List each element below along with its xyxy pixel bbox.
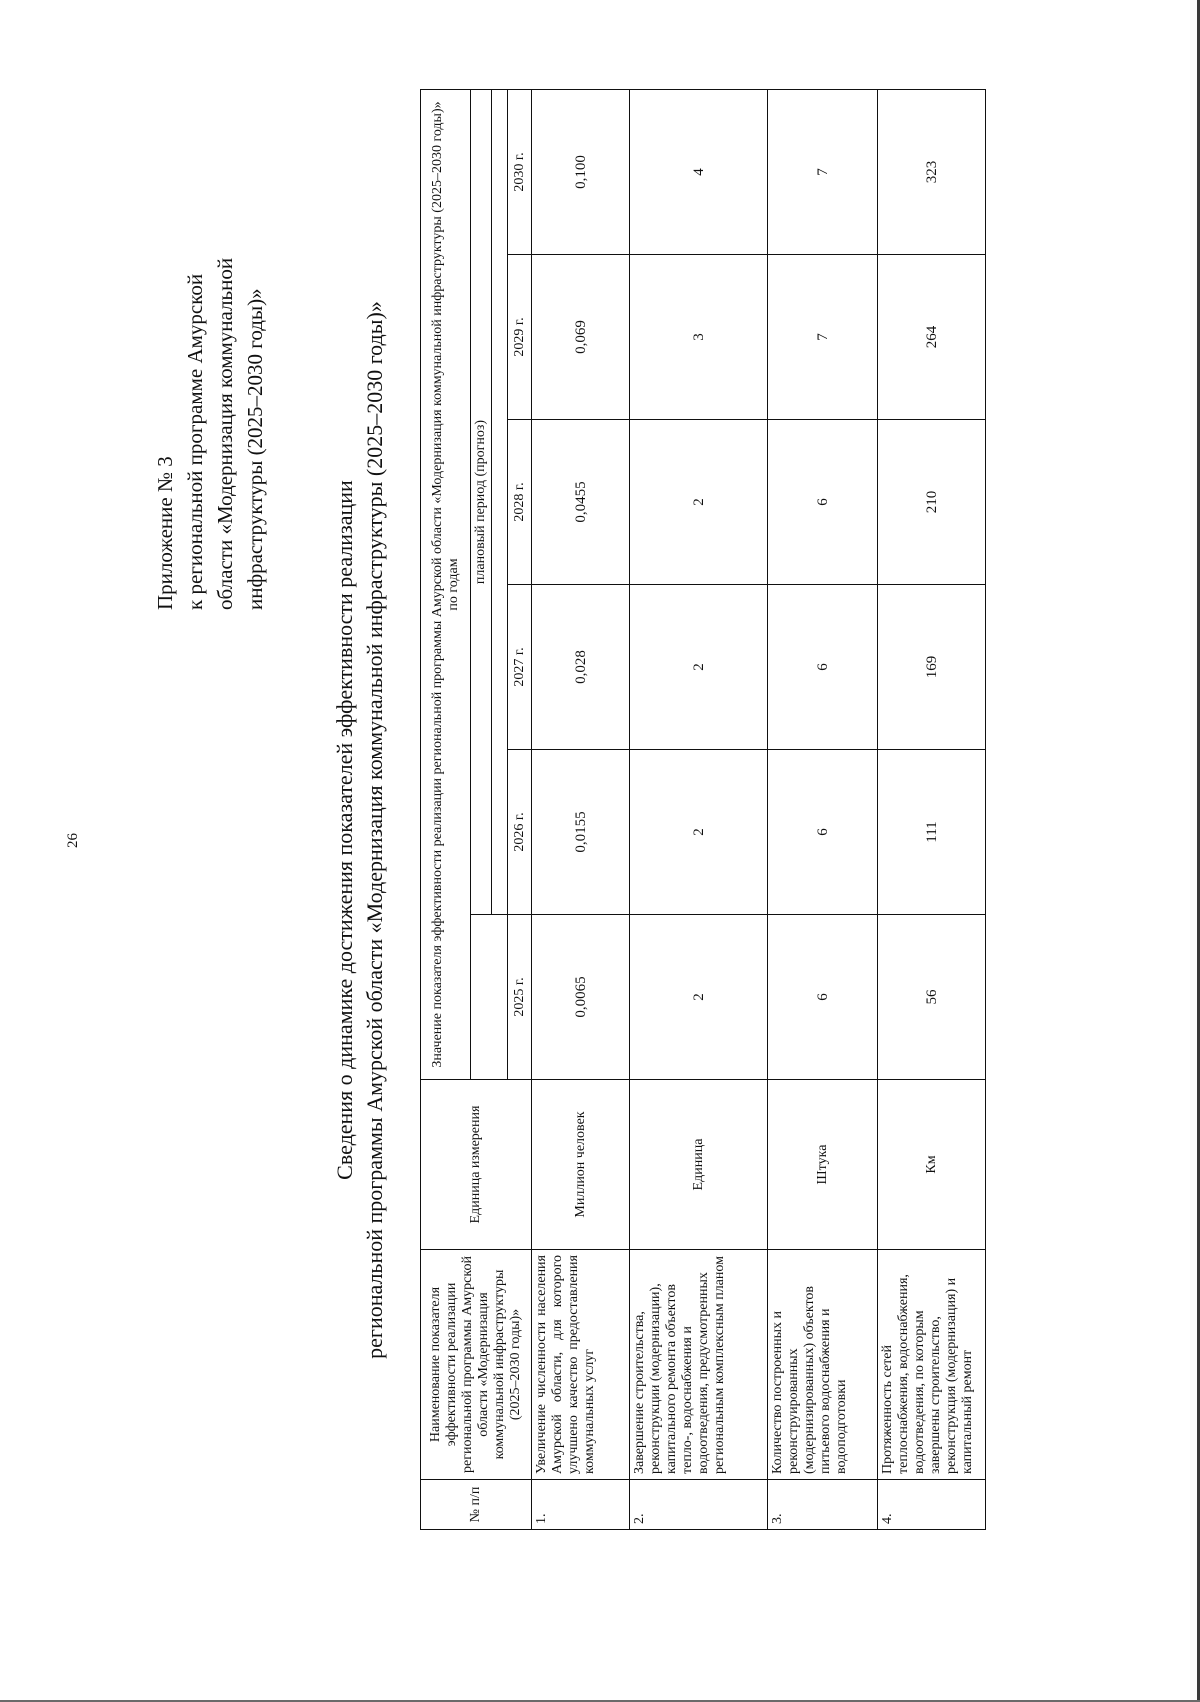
header-unit: Единица измерения (421, 1080, 532, 1250)
row-value: 264 (878, 255, 986, 420)
row-value: 2 (630, 420, 768, 585)
row-value: 2 (630, 915, 768, 1080)
row-value: 0,028 (532, 585, 630, 750)
row-value: 3 (630, 255, 768, 420)
appendix-line-3: области «Модернизация коммунальной (213, 257, 237, 610)
row-value: 2 (630, 585, 768, 750)
appendix-line-4: инфраструктуры (2025–2030 годы)» (243, 288, 267, 610)
row-value: 323 (878, 90, 986, 255)
row-value: 0,0155 (532, 750, 630, 915)
title-line-1: Сведения о динамике достижения показателей эффективности реализации (332, 480, 357, 1180)
row-number: 3. (768, 1480, 878, 1530)
row-unit: Штука (768, 1080, 878, 1250)
row-indicator: Количество построенных и реконструированных (модернизированных) объектов питьевого водоснабжения и водоподготовки (768, 1250, 878, 1480)
indicators-table (420, 89, 986, 1530)
row-indicator: Протяженность сетей теплоснабжения, водоснабжения, водоотведения, по которым завершены строительство, реконструкция (модернизация) и капитальный ремонт (878, 1250, 986, 1480)
row-value: 210 (878, 420, 986, 585)
header-values: Значение показателя эффективности реализации региональной программы Амурской области «Модернизация коммунальной инфраструктуры (2025–2030 годы)» по годам (421, 90, 471, 1080)
row-indicator: Завершение строительства, реконструкции (модернизации), капитального ремонта объектов тепло-, водоснабжения и водоотведения, предусмотренных региональным комплексным планом (630, 1250, 768, 1480)
row-value: 6 (768, 915, 878, 1080)
row-value: 7 (768, 255, 878, 420)
row-number: 4. (878, 1480, 986, 1530)
table-row (630, 90, 768, 1530)
header-indicator: Наименование показателя эффективности реализации региональной программы Амурской области «Модернизация коммунальной инфраструктуры (2025–2030 годы)» (421, 1250, 532, 1480)
row-value: 7 (768, 90, 878, 255)
row-indicator: Увеличение численности населения Амурской области, для которого улучшено качество предоставления коммунальных услуг (532, 1250, 630, 1480)
page-number: 26 (65, 833, 81, 848)
appendix-block (150, 70, 270, 610)
row-unit: Км (878, 1080, 986, 1250)
row-value: 0,069 (532, 255, 630, 420)
table-row (878, 90, 986, 1530)
header-year-2025: 2025 г. (508, 915, 532, 1080)
header-year-2028: 2028 г. (508, 420, 532, 585)
appendix-line-1: Приложение № 3 (153, 456, 177, 610)
table-row (768, 90, 878, 1530)
title-line-2: региональной программы Амурской области «Модернизация коммунальной инфраструктуры (2025–2030 годы)» (362, 301, 387, 1359)
header-year-2026: 2026 г. (508, 750, 532, 915)
row-value: 0,0065 (532, 915, 630, 1080)
header-year-2030: 2030 г. (508, 90, 532, 255)
document-title (330, 90, 390, 1570)
row-unit: Единица (630, 1080, 768, 1250)
header-blank-row (492, 90, 508, 915)
row-unit: Миллион человек (532, 1080, 630, 1250)
row-value: 0,0455 (532, 420, 630, 585)
row-number: 2. (630, 1480, 768, 1530)
row-value: 56 (878, 915, 986, 1080)
appendix-line-2: к региональной программе Амурской (183, 273, 207, 610)
row-value: 111 (878, 750, 986, 915)
row-value: 4 (630, 90, 768, 255)
row-number: 1. (532, 1480, 630, 1530)
header-number: № п/п (421, 1480, 532, 1530)
row-value: 6 (768, 420, 878, 585)
row-value: 6 (768, 750, 878, 915)
header-planned-period: плановый период (прогноз) (471, 90, 492, 915)
header-row-1 (421, 90, 471, 1530)
table-row (532, 90, 630, 1530)
header-year-2029: 2029 г. (508, 255, 532, 420)
header-blank-cell (471, 915, 508, 1080)
row-value: 169 (878, 585, 986, 750)
rotated-page-content (0, 50, 1100, 1610)
row-value: 6 (768, 585, 878, 750)
row-value: 2 (630, 750, 768, 915)
header-year-2027: 2027 г. (508, 585, 532, 750)
row-value: 0,100 (532, 90, 630, 255)
